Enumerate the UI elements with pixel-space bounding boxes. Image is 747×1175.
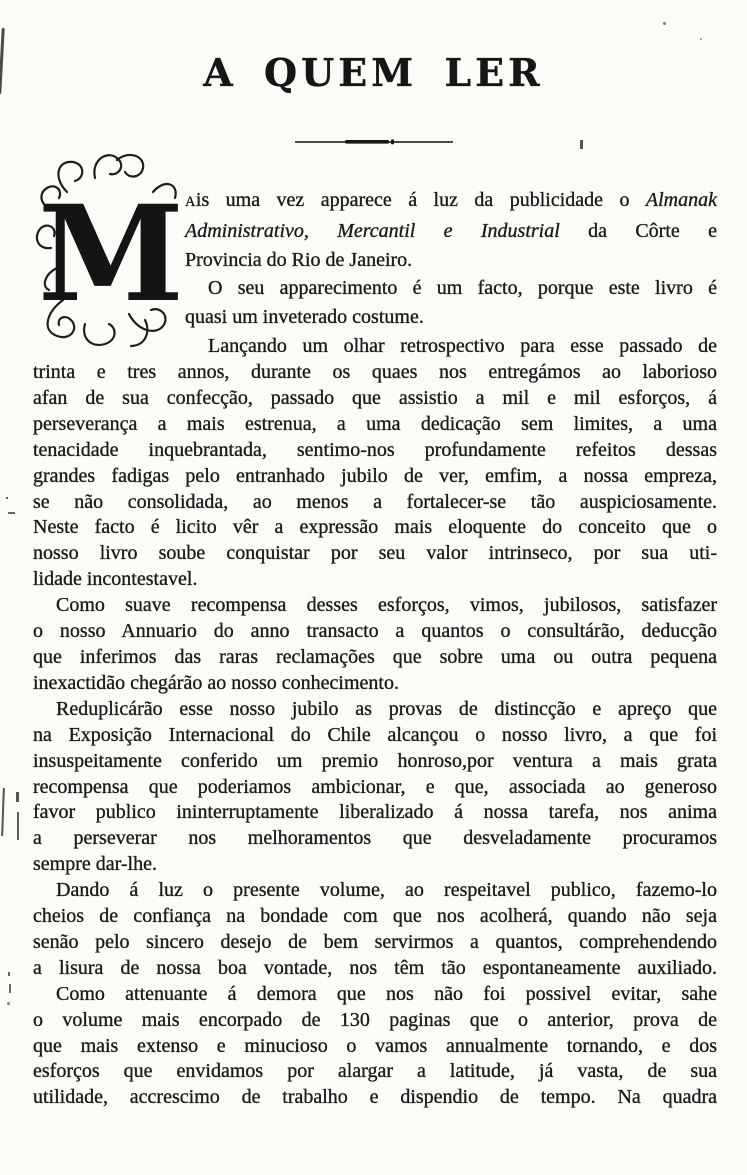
text-line: favor publico ininterruptamente liberalizado á nossa tarefa, nos anima [33, 801, 717, 824]
svg-text:M: M [37, 177, 185, 332]
page-title: A QUEM LER [203, 50, 544, 95]
text-line: insuspeitamente conferido um premio honroso,por ventura a mais grata [33, 749, 717, 772]
text-line: sempre dar-lhe. [33, 853, 157, 876]
text-line: na Exposição Internacional do Chile alcançou o nosso livro, a que foi [33, 723, 717, 746]
text-line: grandes fadigas pelo entranhado jubilo de ver, emfim, a nossa empreza, [33, 464, 717, 487]
text-line: inexactidão chegárão ao nosso conhecimento. [33, 671, 399, 694]
scan-artifact [7, 1002, 10, 1005]
drop-cap-initial-M [33, 177, 185, 362]
text-line: que inferimos das raras reclamações que sobre uma ou outra pequena [33, 645, 717, 668]
text-line: senão pelo sincero desejo de bem servirmos a quantos, comprehendendo [33, 930, 717, 953]
ornamental-divider-rule [295, 134, 453, 144]
intro-paragraphs [33, 177, 717, 362]
text-segment: O seu apparecimento é um facto, porque este livro é [208, 277, 717, 300]
text-segment: quasi um inveterado costume. [185, 306, 424, 329]
text-line: Dando á luz o presente volume, ao respeitavel publico, fazemo-lo [56, 879, 717, 902]
text-line: esforços que envidamos por alargar a latitude, já vasta, de sua [33, 1060, 717, 1083]
text-line: trinta e tres annos, durante os quaes nos entregámos ao laborioso [33, 361, 717, 383]
text-line: Neste facto é licito vêr a expressão mais eloquente do conceito que o [33, 516, 717, 539]
text-segment: da Côrte e [559, 219, 717, 242]
scan-artifact [6, 497, 8, 499]
illuminated-letter-graphic [33, 148, 185, 360]
text-line: Como attenuante á demora que nos não foi possivel evitar, sahe [56, 982, 717, 1005]
scan-artifact [700, 38, 702, 40]
text-line: perseverança a mais estrenua, a uma dedicação sem limites, a uma [33, 412, 717, 435]
italic-text-segment: Almanak [645, 189, 717, 211]
italic-text-segment: Administrativo, Mercantil e Industrial [185, 219, 560, 242]
text-line: lidade incontestavel. [33, 568, 198, 591]
scan-artifact [8, 972, 10, 976]
text-line: que mais extenso e minucioso o vamos annualmente tornando, e dos [33, 1034, 717, 1057]
text-line: cheios de confiança na bondade com que nos acolherá, quando não seja [33, 905, 717, 928]
text-line: a perseverar nos melhoramentos que desveladamente procuramos [33, 827, 717, 850]
body-paragraphs [33, 360, 717, 1111]
text-line: o volume mais encorpado de 130 paginas que o anterior, prova de [33, 1008, 717, 1031]
text-line: Reduplicárão esse nosso jubilo as provas de distincção e apreço que [56, 697, 717, 720]
text-segment: is uma vez apparece á luz da publicidade o [195, 189, 646, 211]
text-segment: Lançando um olhar retrospectivo para esse passado de [208, 334, 717, 357]
smallcaps-text-segment: A [185, 194, 196, 210]
text-line: tenacidade inquebrantada, sentimo-nos profundamente refeitos dessas [33, 438, 717, 461]
scan-artifact [16, 792, 19, 802]
text-line: Como suave recompensa desses esforços, vimos, jubilosos, satisfazer [56, 594, 717, 617]
text-segment: Provincia do Rio de Janeiro. [185, 248, 413, 271]
text-line: utilidade, accrescimo de trabalho e dispendio de tempo. Na quadra [33, 1086, 717, 1109]
divider-rule-graphic [295, 137, 453, 147]
scan-artifact [580, 140, 583, 149]
scan-artifact [663, 22, 666, 25]
scan-artifact [8, 512, 15, 514]
text-line: afan de sua confecção, passado que assistio a mil e mil esforços, á [33, 386, 717, 409]
scan-artifact [17, 812, 19, 840]
text-line: a lisura de nossa boa vontade, nos têm tão espontaneamente auxiliado. [33, 956, 717, 979]
text-line: recompensa que poderiamos ambicionar, e que, associada ao generoso [33, 775, 717, 798]
text-line: se não consolidada, ao menos a fortalecer-se tão auspiciosamente. [33, 490, 717, 513]
text-line: o nosso Annuario do anno transacto a quantos o consultárão, deducção [33, 620, 717, 643]
text-line: nosso livro soube conquistar por seu valor intrinseco, por sua uti- [33, 542, 717, 565]
scan-artifact [9, 984, 11, 993]
scan-artifact [1, 788, 5, 836]
